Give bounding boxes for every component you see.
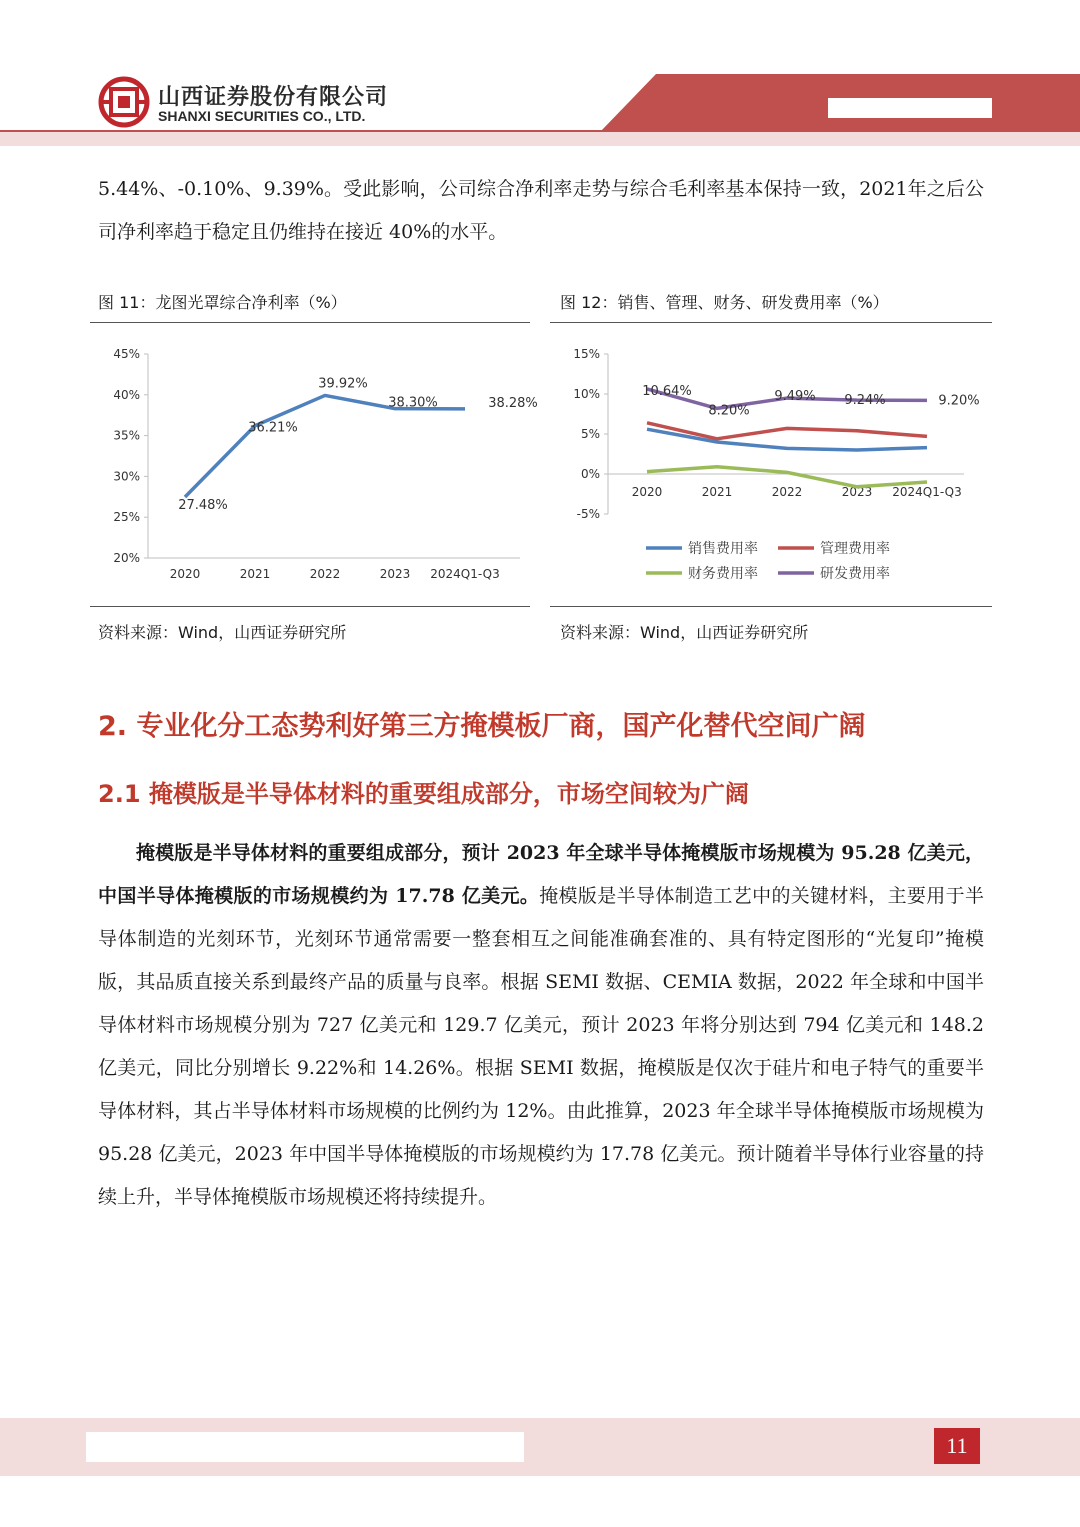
x-tick-label: 2020 — [631, 485, 663, 499]
data-label: 8.20% — [708, 403, 750, 419]
page-header — [0, 0, 1080, 150]
y-tick-label: 5% — [580, 427, 600, 441]
legend-label: 财务费用率 — [688, 566, 758, 582]
company-name-en: SHANXI SECURITIES CO., LTD. — [158, 108, 366, 124]
header-band — [0, 132, 1080, 146]
x-tick-label: 2024Q1-Q3 — [430, 567, 500, 581]
legend-label: 研发费用率 — [820, 566, 890, 582]
data-label: 9.20% — [938, 393, 980, 409]
y-tick-label: 25% — [113, 510, 140, 525]
page-number: 11 — [934, 1428, 980, 1464]
legend-label: 销售费用率 — [688, 541, 758, 557]
x-tick-label: 2023 — [379, 567, 411, 581]
legend-label: 管理费用率 — [820, 541, 890, 557]
section-heading-2-1: 2.1 掩模版是半导体材料的重要组成部分，市场空间较为广阔 — [98, 780, 749, 808]
x-tick-label: 2023 — [841, 485, 873, 499]
figure-11-bottom-rule — [90, 606, 530, 607]
company-name-cn: 山西证券股份有限公司 — [158, 85, 389, 110]
net-margin-chart — [90, 330, 538, 604]
data-label: 38.28% — [488, 395, 538, 411]
figure-12-title: 图 12：销售、管理、财务、研发费用率（%） — [560, 293, 889, 312]
x-tick-label: 2024Q1-Q3 — [892, 485, 962, 499]
section-heading-2: 2. 专业化分工态势利好第三方掩模板厂商，国产化替代空间广阔 — [98, 711, 866, 742]
body-paragraph-lead: 掩模版是半导体材料的重要组成部分，预计 2023 年全球半导体掩模版市场规模为 95.28 亿美元，中国半导体掩模版的市场规模约为 17.78 亿美元。 — [98, 842, 984, 907]
y-tick-label: 30% — [113, 469, 140, 484]
y-tick-label: 20% — [113, 551, 140, 565]
x-tick-label: 2021 — [701, 485, 733, 499]
body-paragraph — [98, 832, 984, 1219]
body-paragraph-rest: 掩模版是半导体制造工艺中的关键材料，主要用于半导体制造的光刻环节，光刻环节通常需要一整套相互之间能准确套准的、具有特定图形的“光复印”掩模版，其品质直接关系到最终产品的质量与良率。根据 SEMI 数据、CEMIA 数据，2022 年全球和中国半导体材料市场规模分别为 727 亿美元和 129.7 亿美元，预计 2023 年将分别达到 794 亿美元和 148.2 亿美元，同比分别增长 9.22%和 14.26%。根据 SEMI 数据，掩模版是仅次于硅片和电子特气的重要半导体材料，其占半导体材料市场规模的比例约为 12%。由此推算，2023 年全球半导体掩模版市场规模为 95.28 亿美元，2023 年中国半导体掩模版的市场规模约为 17.78 亿美元。预计随着半导体行业容量的持续上升，半导体掩模版市场规模还将持续提升。 — [98, 885, 984, 1208]
y-tick-label: 15% — [573, 347, 600, 361]
data-label: 10.64% — [642, 383, 692, 399]
y-tick-label: 45% — [113, 347, 140, 361]
x-tick-label: 2021 — [239, 567, 271, 581]
data-label: 9.49% — [774, 389, 816, 405]
figure-11-source: 资料来源：Wind，山西证券研究所 — [98, 623, 347, 642]
y-tick-label: -5% — [576, 507, 600, 521]
figure-12-source: 资料来源：Wind，山西证券研究所 — [560, 623, 809, 642]
header-accent-shape — [600, 74, 1080, 132]
company-logo — [98, 76, 150, 128]
expense-ratio-chart — [550, 330, 992, 604]
intro-paragraph: 5.44%、-0.10%、9.39%。受此影响，公司综合净利率走势与综合毛利率基本保持一致，2021年之后公司净利率趋于稳定且仍维持在接近 40%的水平。 — [98, 178, 984, 243]
y-tick-label: 35% — [113, 428, 140, 443]
y-tick-label: 40% — [113, 387, 140, 402]
x-tick-label: 2022 — [309, 567, 341, 581]
footer-blank-box — [86, 1432, 524, 1462]
data-label: 39.92% — [318, 376, 368, 392]
x-tick-label: 2022 — [771, 485, 803, 499]
figure-12-top-rule — [550, 322, 992, 323]
figure-12-bottom-rule — [550, 606, 992, 607]
data-label: 27.48% — [178, 497, 228, 513]
data-label: 38.30% — [388, 395, 438, 411]
figure-11-title: 图 11：龙图光罩综合净利率（%） — [98, 293, 347, 312]
x-tick-label: 2020 — [169, 567, 201, 581]
data-label: 36.21% — [248, 420, 298, 436]
y-tick-label: 10% — [573, 387, 600, 401]
data-label: 9.24% — [844, 393, 886, 409]
series-line-3 — [647, 467, 927, 487]
figure-11-top-rule — [90, 322, 530, 323]
y-tick-label: 0% — [580, 467, 600, 481]
